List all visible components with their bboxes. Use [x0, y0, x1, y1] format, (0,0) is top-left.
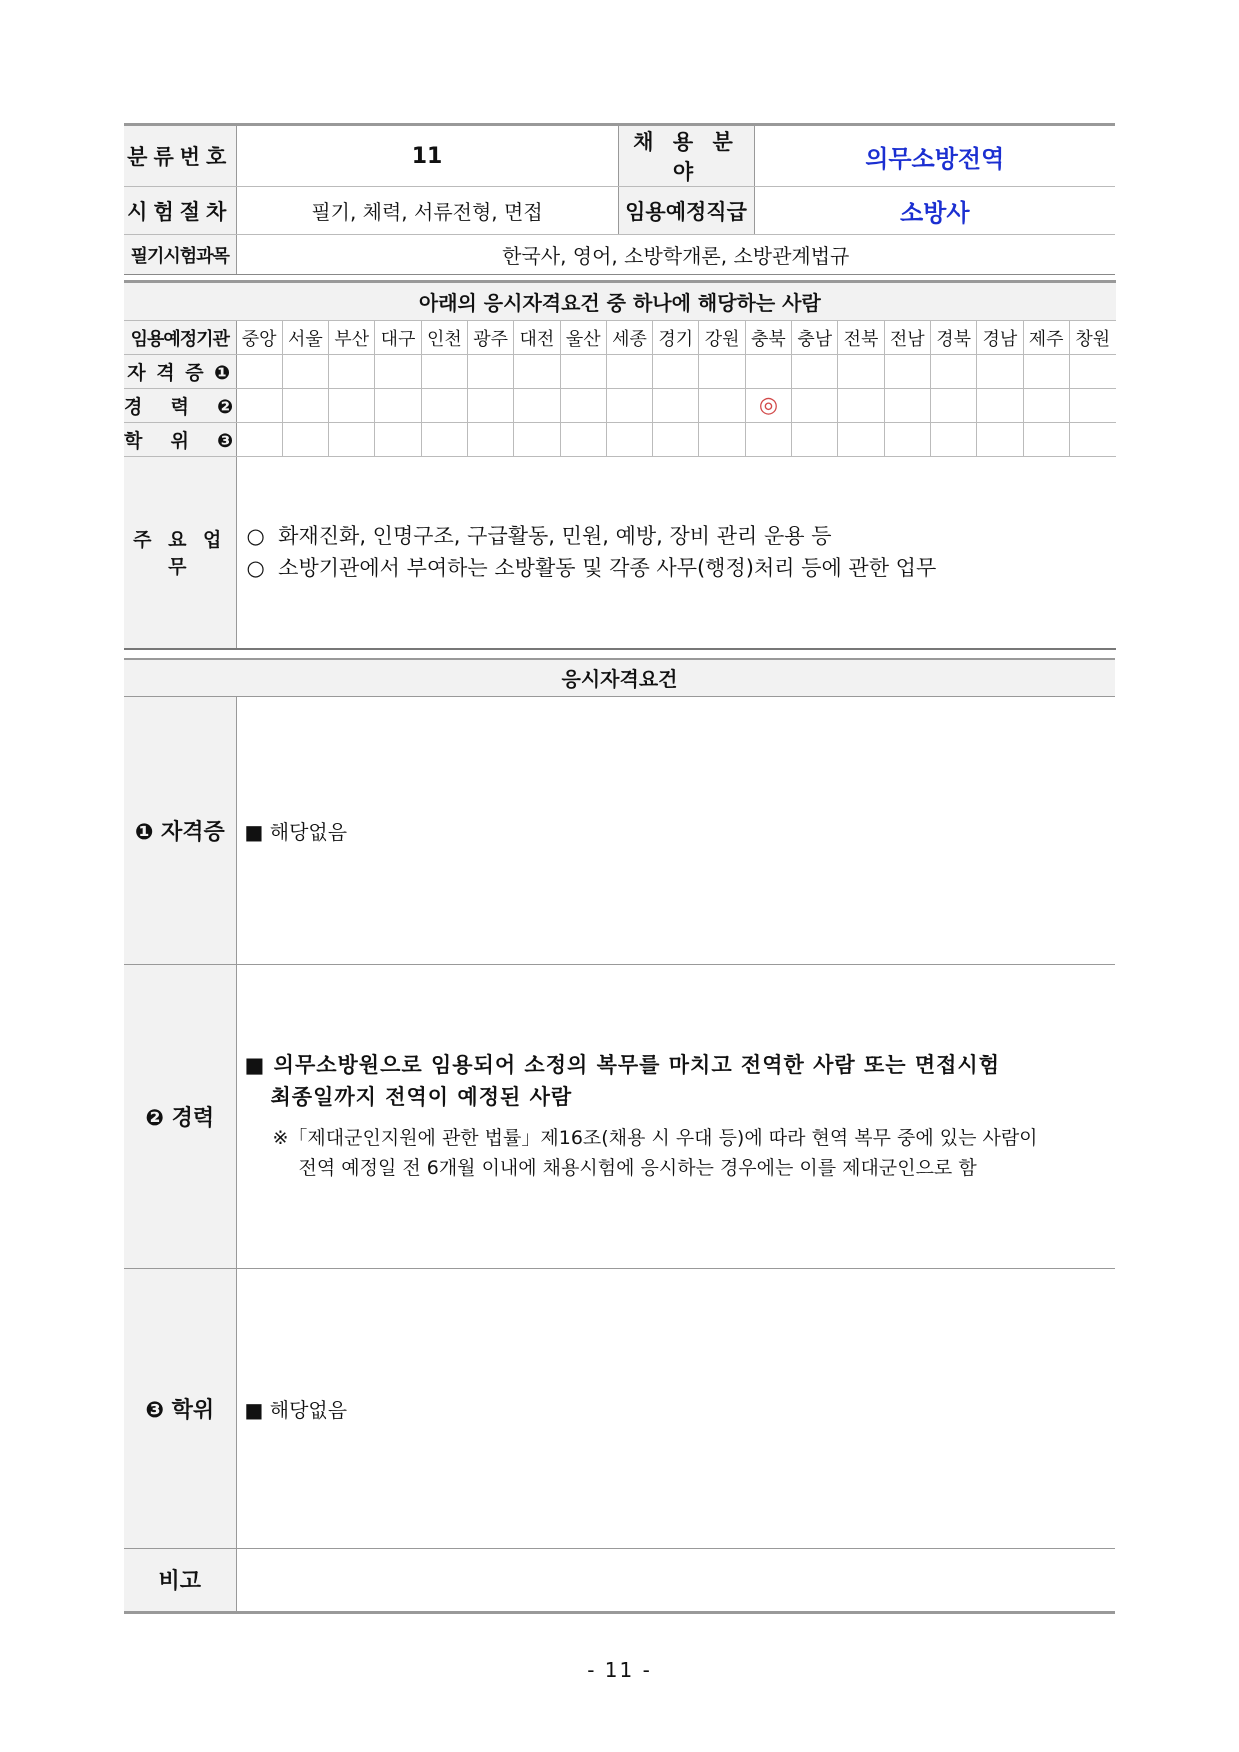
- duties-label: 주 요 업 무: [124, 457, 236, 649]
- mark-cell: [606, 389, 652, 423]
- mark-cell: [1069, 423, 1115, 457]
- mark-cell: [977, 423, 1023, 457]
- license-label: ❶ 자격증: [124, 696, 236, 964]
- agency-cell: 경남: [977, 321, 1023, 355]
- mark-cell: [838, 355, 884, 389]
- agency-cell: 인천: [421, 321, 467, 355]
- mark-cell: [1069, 389, 1115, 423]
- exam-proc-label: 시험절차: [124, 187, 236, 235]
- mark-cell: [792, 423, 838, 457]
- agency-label: 임용예정기관: [124, 321, 236, 355]
- mark-cell: [1023, 423, 1069, 457]
- subjects-value: 한국사, 영어, 소방학개론, 소방관계법규: [236, 235, 1115, 275]
- header-table: [124, 123, 1115, 275]
- mark-cell: [699, 389, 745, 423]
- document-page: [124, 123, 1115, 1614]
- mark-cell: [236, 355, 282, 389]
- agency-cell: 창원: [1069, 321, 1115, 355]
- agency-cell: 대전: [514, 321, 560, 355]
- mark-cell: [838, 423, 884, 457]
- mark-cell: [1023, 355, 1069, 389]
- mark-cell: [329, 355, 375, 389]
- mark-cell: [514, 389, 560, 423]
- requirements-title: 응시자격요건: [124, 659, 1115, 697]
- mark-cell: [421, 355, 467, 389]
- rank-label: 임용예정직급: [618, 187, 754, 235]
- mark-cell: [1023, 389, 1069, 423]
- duty-item: ○ 화재진화, 인명구조, 구급활동, 민원, 예방, 장비 관리 운용 등: [246, 524, 832, 549]
- career-main-line-1: ■ 의무소방원으로 임용되어 소정의 복무를 마치고 전역한 사람 또는 면접시험: [244, 1053, 1001, 1077]
- mark-cell: [514, 355, 560, 389]
- mark-cell: [467, 355, 513, 389]
- agency-cell: 전남: [884, 321, 930, 355]
- mark-cell: [421, 389, 467, 423]
- agency-cell: 전북: [838, 321, 884, 355]
- agency-cell: 울산: [560, 321, 606, 355]
- class-no-value: 11: [236, 125, 618, 187]
- mark-cell: [375, 389, 421, 423]
- mark-cell: [884, 355, 930, 389]
- agency-cell: 강원: [699, 321, 745, 355]
- degree-label: ❸ 학위: [124, 1268, 236, 1548]
- mark-cell: [977, 389, 1023, 423]
- mark-cell: [560, 389, 606, 423]
- mark-cell: [1069, 355, 1115, 389]
- field-label: 채 용 분 야: [618, 125, 754, 187]
- career-note: [245, 1123, 1116, 1183]
- mark-cell: [236, 423, 282, 457]
- agency-table: [124, 280, 1116, 650]
- mark-cell: [467, 423, 513, 457]
- mark-cell: [282, 389, 328, 423]
- eligibility-title: 아래의 응시자격요건 중 하나에 해당하는 사람: [124, 282, 1116, 321]
- career-main-line-2: 최종일까지 전역이 예정된 사람: [270, 1085, 573, 1109]
- mark-cell: [282, 423, 328, 457]
- mark-cell: [930, 423, 976, 457]
- agency-cell: 충남: [792, 321, 838, 355]
- mark-cell: [699, 355, 745, 389]
- field-value: 의무소방전역: [754, 125, 1115, 187]
- agency-cell: 경기: [653, 321, 699, 355]
- career-note-line-2: 전역 예정일 전 6개월 이내에 채용시험에 응시하는 경우에는 이를 제대군인으로 함: [298, 1157, 977, 1179]
- mark-cell: [745, 355, 791, 389]
- mark-cell: [421, 423, 467, 457]
- mark-cell: [329, 423, 375, 457]
- mark-cell: [653, 423, 699, 457]
- exam-proc-value: 필기, 체력, 서류전형, 면접: [236, 187, 618, 235]
- agency-cell: 경북: [930, 321, 976, 355]
- agency-cell: 충북: [745, 321, 791, 355]
- career-cell: [236, 964, 1115, 1268]
- mark-cell: [884, 423, 930, 457]
- mark-cell: [884, 389, 930, 423]
- row-label-degree: 학 위 ❸: [124, 423, 236, 457]
- career-label: ❷ 경력: [124, 964, 236, 1268]
- mark-cell: [653, 355, 699, 389]
- degree-value: ■ 해당없음: [236, 1268, 1115, 1548]
- mark-cell: [838, 389, 884, 423]
- agency-cell: 부산: [329, 321, 375, 355]
- mark-cell: [467, 389, 513, 423]
- rank-value: 소방사: [754, 187, 1115, 235]
- agency-cell: 대구: [375, 321, 421, 355]
- mark-cell: [560, 355, 606, 389]
- mark-cell: [236, 389, 282, 423]
- mark-cell: [977, 355, 1023, 389]
- agency-cell: 서울: [282, 321, 328, 355]
- duty-item: ○ 소방기관에서 부여하는 소방활동 및 각종 사무(행정)처리 등에 관한 업무: [246, 556, 937, 581]
- row-label-license: 자 격 증 ❶: [124, 355, 236, 389]
- remarks-value: [236, 1548, 1115, 1612]
- mark-cell: [930, 389, 976, 423]
- class-no-label: 분류번호: [124, 125, 236, 187]
- career-note-line-1: ※「제대군인지원에 관한 법률」제16조(채용 시 우대 등)에 따라 현역 복무 중에 있는 사람이: [272, 1127, 1038, 1149]
- mark-cell: [653, 389, 699, 423]
- mark-cell: [745, 423, 791, 457]
- mark-cell: [606, 423, 652, 457]
- mark-cell: [560, 423, 606, 457]
- mark-cell: ◎: [745, 389, 791, 423]
- agency-cell: 광주: [467, 321, 513, 355]
- mark-cell: [792, 389, 838, 423]
- mark-cell: [514, 423, 560, 457]
- duties-cell: [236, 457, 1116, 649]
- mark-cell: [699, 423, 745, 457]
- mark-cell: [375, 423, 421, 457]
- row-label-career: 경 력 ❷: [124, 389, 236, 423]
- subjects-label: 필기시험과목: [124, 235, 236, 275]
- mark-cell: [792, 355, 838, 389]
- page-number: - 11 -: [587, 1658, 652, 1682]
- agency-cell: 세종: [606, 321, 652, 355]
- mark-cell: [930, 355, 976, 389]
- agency-cell: 제주: [1023, 321, 1069, 355]
- agency-cell: 중앙: [236, 321, 282, 355]
- mark-cell: [329, 389, 375, 423]
- license-value: ■ 해당없음: [236, 696, 1115, 964]
- mark-cell: [606, 355, 652, 389]
- mark-cell: [375, 355, 421, 389]
- remarks-label: 비고: [124, 1548, 236, 1612]
- mark-cell: [282, 355, 328, 389]
- requirements-table: [124, 658, 1115, 1614]
